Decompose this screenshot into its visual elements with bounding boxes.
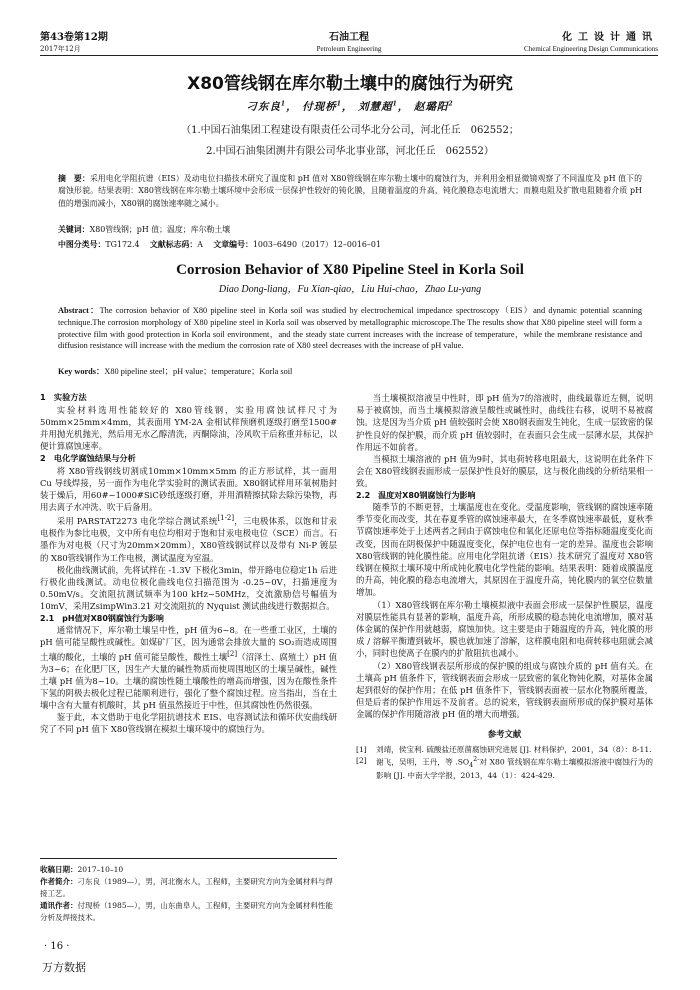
art-label: 文章编号： [213,240,253,249]
section-2-2-heading: 2.2 温度对X80钢腐蚀行为影响 [356,490,476,500]
keywords-cn [58,224,642,235]
page-number: · 16 · [44,941,70,952]
footnote-received [40,864,337,876]
citation: [2] [227,649,238,658]
affiliation-1: （1.中国石油集团工程建设有限责任公司华北分公司，河北任丘 062552； [181,125,519,136]
title-en: Corrosion Behavior of X80 Pipeline Steel in Korla Soil [176,262,524,278]
section-2-1-heading: 2.1 pH值对X80钢腐蚀行为影响 [40,613,164,623]
keywords-en-text: X80 pipeline steel；pH value；temperature；Korla soil [104,367,293,376]
doc-label: 文献标志码： [149,240,198,249]
reference-text: 对 X80 管线钢在库尔勒土壤模拟溶液中腐蚀行为的影响 [J]. 中南大学学报，2013，44（1）：424-429. [376,757,653,780]
author-sup: 1 [336,100,342,108]
right-column [356,392,653,916]
cls-label: 中图分类号： [58,240,106,249]
paragraph [40,624,337,711]
abstract-cn [58,173,642,210]
reference-number: [2] [356,755,367,765]
received-value: 2017–10–10 [77,865,124,874]
affiliation-2: 2.中国石油集团测井有限公司华北事业部，河北任丘 062552） [206,146,494,157]
header-issue: 第43卷第12期 [40,32,108,43]
paragraph: （1）X80管线钢在库尔勒土壤模拟液中表面会形成一层保护性膜层，温度对膜层性能具有显著的影响，温度升高，所形成膜的稳态钝化电流增加，膜对基体金属的保护作用就越弱，腐蚀加快。这主要是由于随温度的升高，钝化膜的形成 / 溶解平衡遭到破坏，膜也就加速了溶解，这样膜电阻和电荷转移电阻就会减小，同时也使离子在膜内的扩散阻抗也减小。 [356,599,653,659]
keywords-cn-text: X80管线钢；pH 值；温度；库尔勒土壤 [89,225,231,234]
authors-en: Diao Dong-liang，Fu Xian-qiao，Liu Hui-chao，Zhao Lu-yang [218,284,482,295]
paragraph: 将 X80管线钢线切割成10mm×10mm×5mm 的正方形试样，其一面用 Cu 导线焊接，另一面作为电化学实验时的测试表面。X80钢试样用环氧树脂封装于燥后，用60#~1000#SiC砂纸逐级打磨，并用酒精擦拭除去除污染物，再用去离子水冲洗、吹干后备用。 [40,465,337,513]
header-journal-cn: 石油工程 [329,32,369,43]
left-column [40,392,337,852]
author-sup: 1 [280,100,287,108]
contact-label: 通讯作者： [40,901,78,910]
paragraph: 随季节的不断更替，土壤温度也在变化。受温度影响，管线钢的腐蚀速率随季节变化而改变，其在春夏季管的腐蚀速率最大，在冬季腐蚀速率最低，夏秋季节腐蚀速率处于上述两者之间由于腐蚀电位和氧化还原电位等指标随温度变化而改变，因而在阴极保护中随温度变化，保护电位也有一定的差异。温度也会影响 X80管线钢的钝化膜性能。应用电化学阻抗谱（EIS）技术研究了温度对 X80管线钢在模拟土壤环境中所成钝化膜电化学性能的影响。结果表明：随着成膜温度的升高，钝化膜的稳态电流增大，其原因在于温度升高，钝化膜内的氧空位数量增加。 [356,502,653,598]
header-right-en: Chemical Engineering Design Communications [524,45,658,53]
author-label: 作者简介： [40,877,78,886]
title-cn: X80管线钢在库尔勒土壤中的腐蚀行为研究 [187,74,513,94]
reference-number: [1] [356,744,367,754]
keywords-en [58,366,642,378]
header-right-cn: 化工设计通讯 [562,32,658,43]
reference-text: 刘靖，侯宝利. 硫酸盐还原菌腐蚀研究进展 [J]. 材料保护，2001，34（8）：8-11. [376,744,652,754]
running-header [40,28,658,56]
author-name: 刁东良 [246,101,281,113]
watermark: 万方数据 [42,961,86,974]
abstract-en-text: The corrosion behavior of X80 pipeline steel in Korla soil was studied by electrochemical impedance spectroscopy（EIS）and dynamic potential scanning technique.The corrosion morphology of X80 pipeline steel in Korla soil was observed by metallographic microscope.The The results show that X80 pipeline steel will form a protective film with good protection in Korla soil environment，and the steady state current increases with the increase of temperature，while the membrane resistance and diffusion resistance will increase with the medium the corrosion rate of X80 steel decreases with the increase of pH value. [58,306,643,351]
reference-text: 谢飞，吴明，王丹，等 .SO [376,757,470,767]
header-date: 2017年12月 [40,45,81,53]
classification-line [58,239,642,250]
contact-bio: 付现桥（1985—），男，山东曲阜人，工程师，主要研究方向为金属材料性能分析及焊接技术。 [40,901,333,922]
footnotes [40,858,337,924]
art-value: 1003–6490（2017）12–0016–01 [252,240,381,249]
author-sup: 1 [392,100,398,108]
paragraph: 当模拟土壤溶液的 pH 值为9时，其电荷转移电阻最大，这说明在此条件下会在 X80管线钢表面形成一层保护性良好的膜层，这与极化曲线的分析结果相一致。 [356,453,653,489]
keywords-en-label: Key words： [58,367,105,376]
abstract-en-label: Abstract： [58,306,100,315]
received-label: 收稿日期： [40,865,78,874]
keywords-cn-label: 关键词： [58,225,90,234]
paragraph: 实验材料选用性能较好的 X80管线钢，实验用腐蚀试样尺寸为50mm×25mm×4mm，其表面用 YM-2A 金相试样预磨机逐级打磨至1500# 并用抛光机抛光，然后用无水乙醇清洗，丙酮除油，冷风吹干后称重并标记，以便计算腐蚀速率。 [40,404,337,452]
abstract-en [58,305,642,352]
paragraph: 极化曲线测试前，先将试样在 -1.3V 下极化3min，带开路电位稳定1h 后进行极化曲线测试。动电位极化曲线电位扫描范围为 -0.25~0V，扫描速度为0.50mV/s。交流阻抗测试频率为100 kHz~50MHz，交流激励信号幅值为10mV，采用ZsimpWin3.21 对交流阻抗的 Nyquist 测试曲线进行数据拟合。 [40,564,337,612]
abstract-cn-label: 摘 要： [58,174,90,183]
author-bio: 刁东良（1989—），男，河北衡水人，工程师，主要研究方向为金属材料与焊接工艺。 [40,877,333,898]
reference-item [356,744,653,755]
references-heading: 参考文献 [487,729,522,740]
paragraph: 鉴于此，本文借助于电化学阻抗谱技术 EIS、电容测试法和循环伏安曲线研究了不同 pH 值下 X80管线钢在模拟土壤环境中的腐蚀行为。 [40,712,337,735]
text-span: （沼泽土、腐殖土）pH 值为3~6；在化肥厂区，因生产大量的碱性物质而使周围地区的土壤呈碱性，碱性土壤 pH 值为8~10。土壤的腐蚀性随土壤酸性的增高而增强，因为在酸性条件下氢的阴极去极化过程已能顺利进行，强化了整个腐蚀过程。应当指出，当在土壤中含有大量有机酸时，其 pH 值虽然接近于中性，但其腐蚀性仍然很强。 [40,651,337,711]
section-2-heading: 2 电化学腐蚀结果与分析 [40,452,136,463]
header-journal-en: Petroleum Engineering [316,45,382,53]
author-name: 刘慧超 [358,101,393,113]
paragraph: （2）X80管线钢表层所形成的保护膜的组成与腐蚀介质的 pH 值有关。在土壤高 pH 值条件下，管线钢表面会形成一层致密的氧化物钝化膜，对基体金属起到很好的保护作用；在低 pH 值条件下，管线钢表面被一层水化物膜所覆盖，但是后者的保护作用远不及前者。总的说来，管线钢表面所形成的保护膜对基体金属的保护作用随溶液 pH 值的增大而增强。 [356,660,653,720]
authors-cn: 刁东良$^1$， 付现桥$^1$， 刘慧超$^1$， 赵璐阳$^2$ [246,100,454,113]
author-sup: 2 [448,100,454,108]
doc-value: A [197,240,203,249]
paragraph [40,513,337,564]
text-span: 采用 PARSTAT2273 电化学综合测试系统 [56,516,218,527]
author-name: 付现桥 [302,101,337,113]
reference-sub: 4 [469,761,474,769]
abstract-cn-text: 采用电化学阻抗谱（EIS）及动电位扫描技术研究了温度和 pH 值对 X80管线钢在库尔勒土壤中的腐蚀行为，并利用金相显微镜观察了不同温度及 pH 值下的腐蚀形貌。结果表明：X80管线钢在库尔勒土壤环境中会形成一层保护性较好的钝化膜，且随着温度的升高，钝化膜稳态电流增大；而膜电阻及扩散电阻随着介质 pH 值的增强而减小，X80钢的腐蚀速率随之减小。 [58,174,642,208]
reference-sup: 2- [473,755,480,763]
paragraph: 当土壤模拟溶液呈中性时，即 pH 值为7的溶液时，曲线最靠近左侧，说明易于被腐蚀，而当土壤模拟溶液呈酸性或碱性时，曲线往右移，说明不易被腐蚀。这是因为当介质 pH 值较强时会使 X80钢表面发生钝化，生成一层致密的保护性良好的保护膜，而介质 pH 值较弱时，在表面只会生成一层薄水层，其保护作用远不如前者。 [356,393,653,452]
footnote-contact [40,900,337,924]
citation: [1-2] [217,514,235,523]
section-1-heading: 1 实验方法 [40,392,87,402]
cls-value: TG172.4 [105,240,140,249]
text-span: 通常情况下，库尔勒土壤呈中性，pH 值为6~8。在一些重工业区，土壤的 pH 值可能呈酸性或碱性。如煤矿厂区，因为通常会排放大量的 SO₂而造成周围土壤的酸化，土壤的 pH 值可能呈酸性，酸性土壤 [40,625,337,662]
text-span: ，三电极体系，以饱和甘汞电极作为参比电极，文中所有电位均相对于饱和甘汞电极电位（SCE）而言。石墨作为对电极（尺寸为20mm×20mm），X80管线钢试样以及带有 Ni-P 镀层的 X80管线钢作为工作电极，测试温度为室温。 [40,516,337,563]
author-name: 赵璐阳 [413,101,449,113]
footnote-author [40,876,337,900]
reference-item [356,755,653,781]
